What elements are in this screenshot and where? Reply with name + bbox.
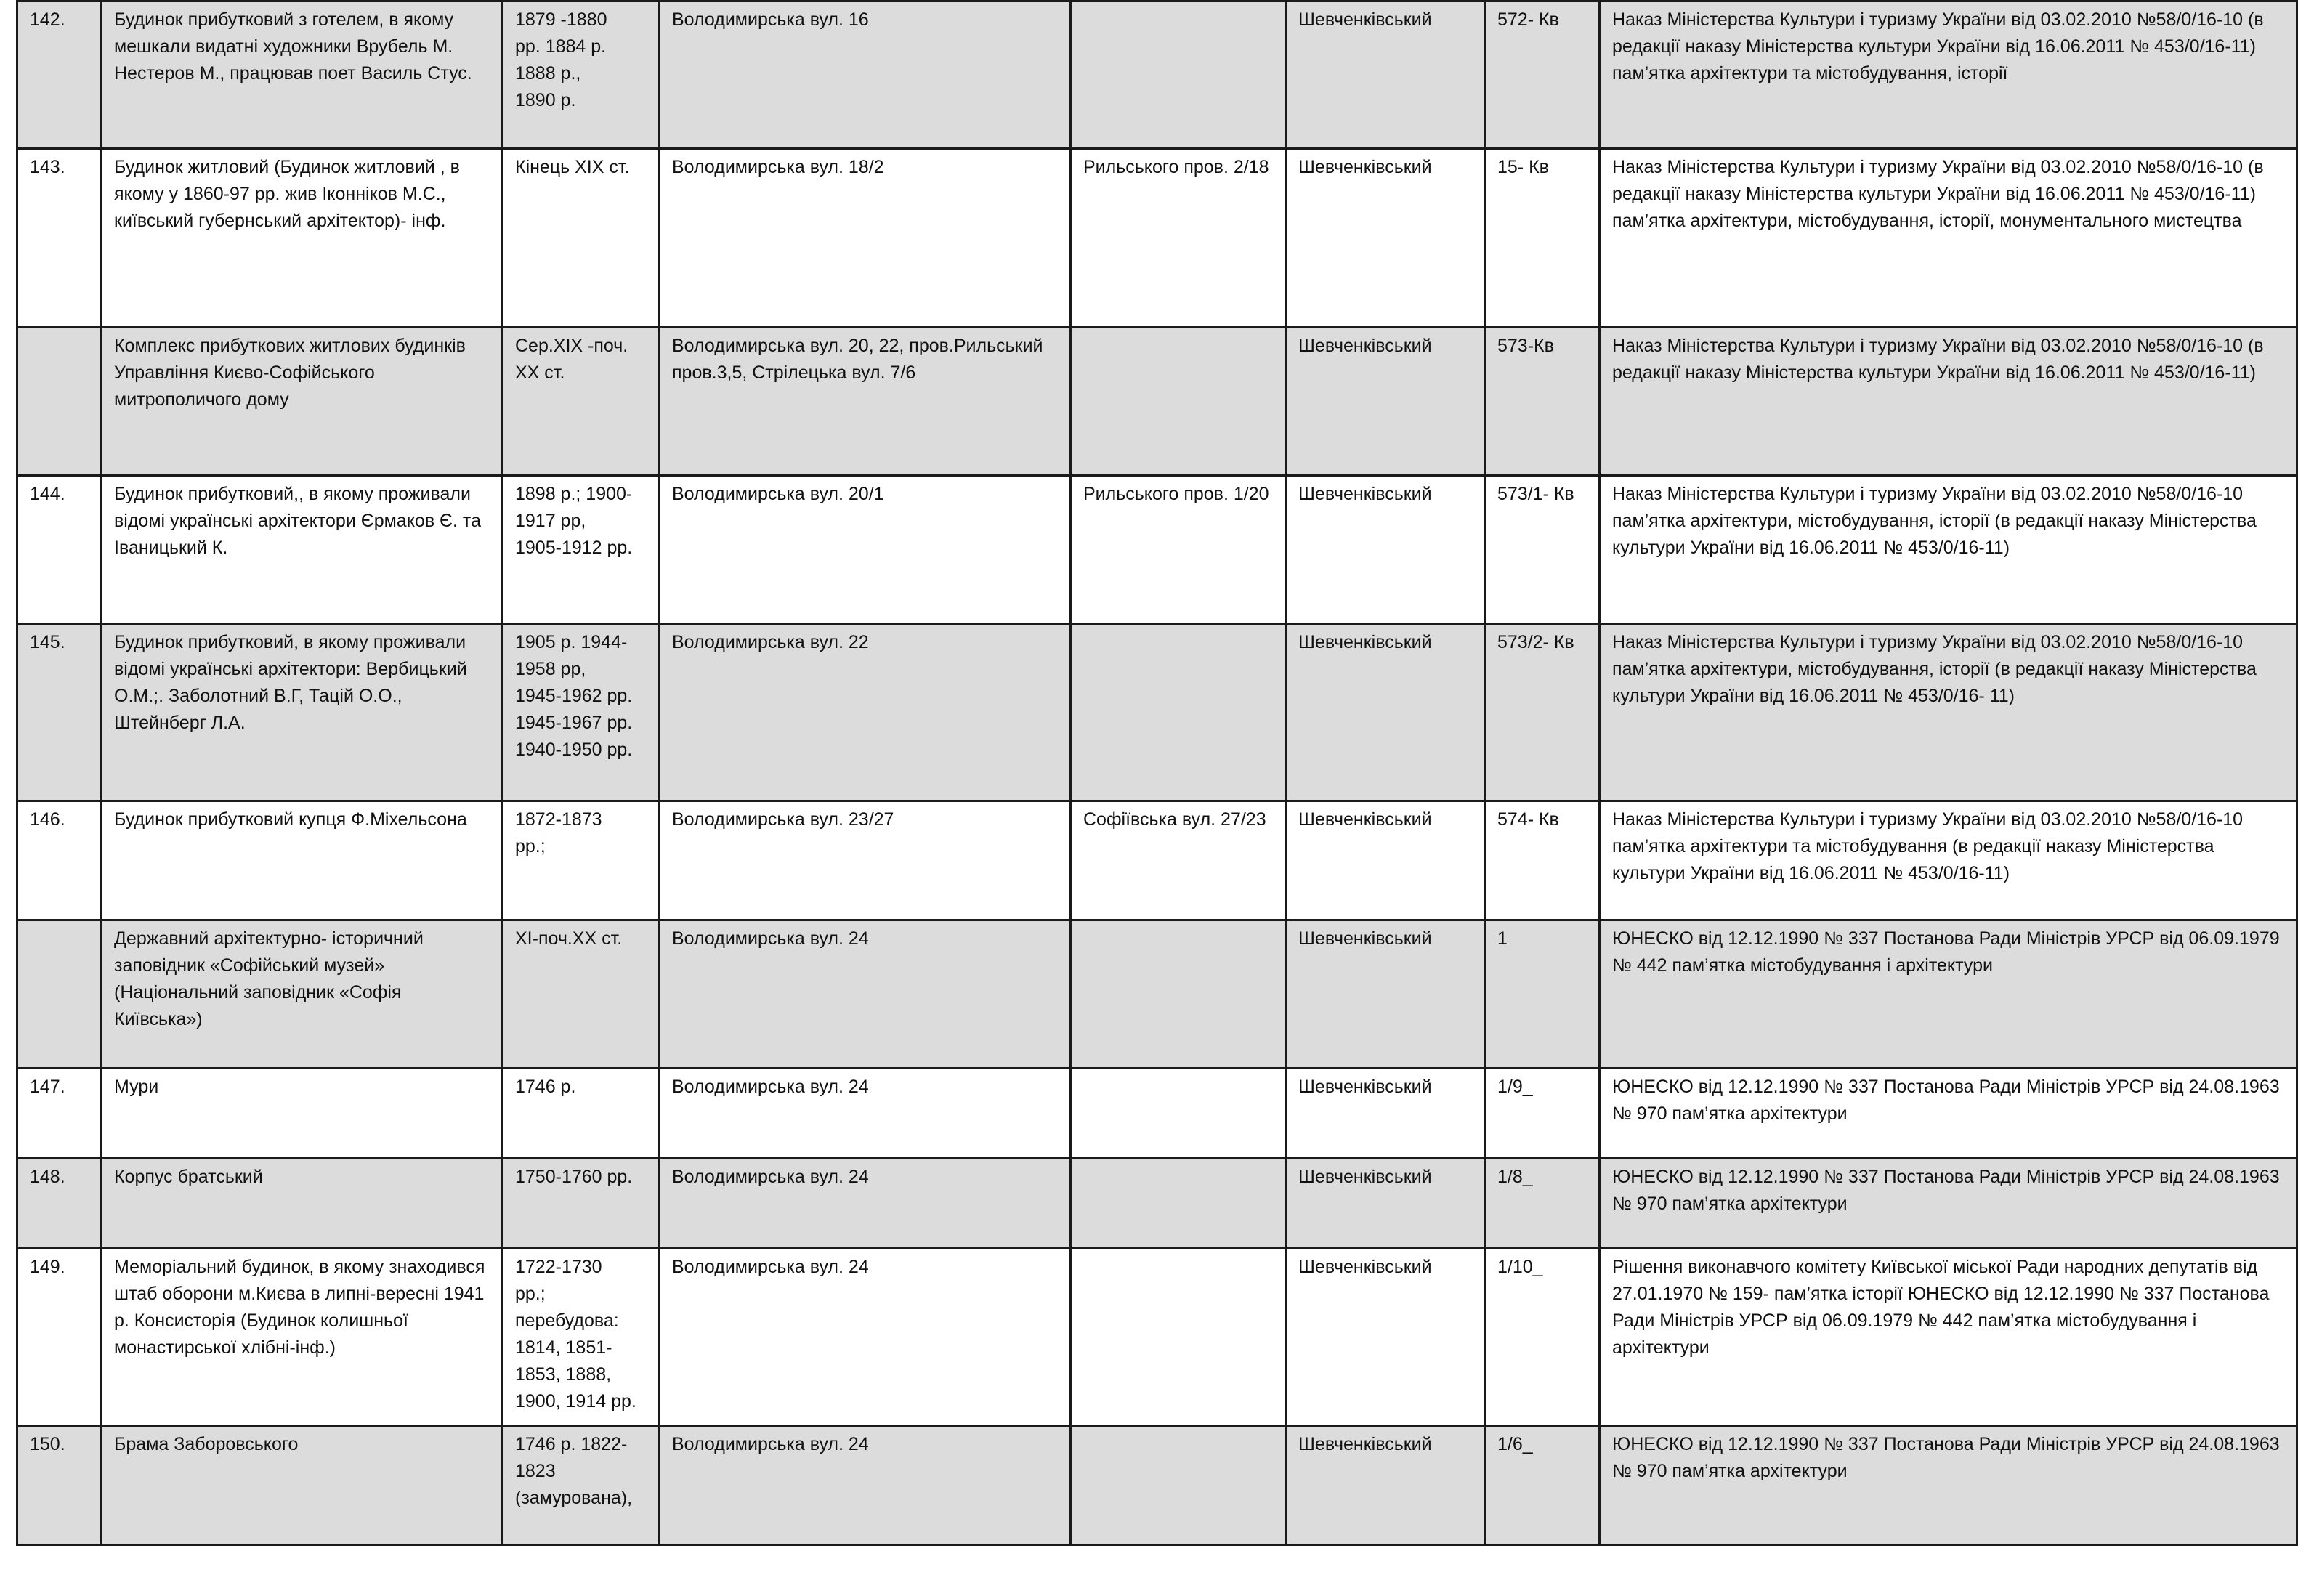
table-row: [17, 920, 2297, 1069]
object-address-alt: Рильського пров. 1/20: [1071, 476, 1286, 624]
object-date: 1746 р.: [503, 1069, 660, 1159]
object-district: Шевченківський: [1286, 1249, 1485, 1426]
object-date: 1879 -1880 рр. 1884 р. 1888 р., 1890 р.: [503, 1, 660, 149]
legal-document: Наказ Міністерства Культури і туризму України від 03.02.2010 №58/0/16-10 (в редакції наказу Міністерства культури України від 16.06.2011 № 453/0/16-11) пам’ятка архітектури та містобудування, історії: [1600, 1, 2297, 149]
row-number: 147.: [17, 1069, 102, 1159]
object-name: Комплекс прибуткових житлових будинків Управління Києво-Софійського митрополичого дому: [102, 328, 503, 476]
legal-document: Наказ Міністерства Культури і туризму України від 03.02.2010 №58/0/16-10 пам’ятка архітектури, містобудування, історії (в редакції наказу Міністерства культури України від 16.06.2011 № 453/0/16-11): [1600, 476, 2297, 624]
object-date: Кінець ХІХ ст.: [503, 149, 660, 328]
table-row: [17, 1, 2297, 149]
object-address-alt: Рильського пров. 2/18: [1071, 149, 1286, 328]
row-number: 149.: [17, 1249, 102, 1426]
monuments-table: [16, 0, 2298, 1546]
row-number: 146.: [17, 801, 102, 920]
row-number: 150.: [17, 1426, 102, 1545]
row-number: 142.: [17, 1, 102, 149]
object-name: Будинок прибутковий з готелем, в якому мешкали видатні художники Врубель М. Нестеров М., працював поет Василь Стус.: [102, 1, 503, 149]
object-address-alt: Софіївська вул. 27/23: [1071, 801, 1286, 920]
object-address: Володимирська вул. 22: [660, 624, 1071, 801]
object-date: Сер.ХІХ -поч. ХХ ст.: [503, 328, 660, 476]
legal-document: ЮНЕСКО від 12.12.1990 № 337 Постанова Ради Міністрів УРСР від 24.08.1963 № 970 пам’ятка архітектури: [1600, 1069, 2297, 1159]
row-number: 148.: [17, 1159, 102, 1249]
legal-document: Наказ Міністерства Культури і туризму України від 03.02.2010 №58/0/16-10 пам’ятка архітектури, містобудування, історії (в редакції наказу Міністерства культури України від 16.06.2011 № 453/0/16- 11): [1600, 624, 2297, 801]
legal-document: ЮНЕСКО від 12.12.1990 № 337 Постанова Ради Міністрів УРСР від 24.08.1963 № 970 пам’ятка архітектури: [1600, 1159, 2297, 1249]
row-number: [17, 920, 102, 1069]
object-address: Володимирська вул. 24: [660, 920, 1071, 1069]
table-row: [17, 328, 2297, 476]
registry-number: 1/8_: [1485, 1159, 1600, 1249]
object-address-alt: [1071, 1249, 1286, 1426]
registry-number: 15- Кв: [1485, 149, 1600, 328]
table-body: [17, 1, 2297, 1545]
object-address-alt: [1071, 624, 1286, 801]
object-address: Володимирська вул. 16: [660, 1, 1071, 149]
registry-number: 1/10_: [1485, 1249, 1600, 1426]
object-address-alt: [1071, 1, 1286, 149]
document-page: [16, 0, 2296, 1562]
legal-document: ЮНЕСКО від 12.12.1990 № 337 Постанова Ради Міністрів УРСР від 24.08.1963 № 970 пам’ятка архітектури: [1600, 1426, 2297, 1545]
registry-number: 573/1- Кв: [1485, 476, 1600, 624]
object-address-alt: [1071, 1159, 1286, 1249]
object-district: Шевченківський: [1286, 476, 1485, 624]
row-number: 143.: [17, 149, 102, 328]
object-date: 1905 р. 1944- 1958 рр, 1945-1962 рр. 1945-1967 рр. 1940-1950 рр.: [503, 624, 660, 801]
object-date: 1722-1730 рр.; перебудова: 1814, 1851- 1853, 1888, 1900, 1914 рр.: [503, 1249, 660, 1426]
object-address: Володимирська вул. 24: [660, 1426, 1071, 1545]
table-row: [17, 149, 2297, 328]
object-name: Корпус братський: [102, 1159, 503, 1249]
object-address: Володимирська вул. 23/27: [660, 801, 1071, 920]
object-address: Володимирська вул. 20/1: [660, 476, 1071, 624]
object-district: Шевченківський: [1286, 920, 1485, 1069]
row-number: 144.: [17, 476, 102, 624]
registry-number: 573-Кв: [1485, 328, 1600, 476]
object-address-alt: [1071, 920, 1286, 1069]
table-row: [17, 1159, 2297, 1249]
table-row: [17, 624, 2297, 801]
object-district: Шевченківський: [1286, 1, 1485, 149]
row-number: 145.: [17, 624, 102, 801]
object-address: Володимирська вул. 24: [660, 1249, 1071, 1426]
object-name: Брама Заборовського: [102, 1426, 503, 1545]
object-name: Будинок житловий (Будинок житловий , в якому у 1860-97 рр. жив Іконніков М.С., київський губернський архітектор)- інф.: [102, 149, 503, 328]
legal-document: ЮНЕСКО від 12.12.1990 № 337 Постанова Ради Міністрів УРСР від 06.09.1979 № 442 пам’ятка містобудування і архітектури: [1600, 920, 2297, 1069]
table-row: [17, 476, 2297, 624]
object-date: 1872-1873 рр.;: [503, 801, 660, 920]
object-address: Володимирська вул. 24: [660, 1069, 1071, 1159]
object-name: Меморіальний будинок, в якому знаходився штаб оборони м.Києва в липні-вересні 1941 р. Консисторія (Будинок колишньої монастирської хлібні-інф.): [102, 1249, 503, 1426]
object-name: Будинок прибутковий купця Ф.Міхельсона: [102, 801, 503, 920]
object-address-alt: [1071, 328, 1286, 476]
object-name: Державний архітектурно- історичний заповідник «Софійський музей» (Національний заповідник «Софія Київська»): [102, 920, 503, 1069]
table-row: [17, 1069, 2297, 1159]
legal-document: Рішення виконавчого комітету Київської міської Ради народних депутатів від 27.01.1970 № 159- пам’ятка історії ЮНЕСКО від 12.12.1990 № 337 Постанова Ради Міністрів УРСР від 06.09.1979 № 442 пам’ятка містобудування і архітектури: [1600, 1249, 2297, 1426]
object-address: Володимирська вул. 18/2: [660, 149, 1071, 328]
legal-document: Наказ Міністерства Культури і туризму України від 03.02.2010 №58/0/16-10 пам’ятка архітектури та містобудування (в редакції наказу Міністерства культури України від 16.06.2011 № 453/0/16-11): [1600, 801, 2297, 920]
registry-number: 572- Кв: [1485, 1, 1600, 149]
object-address-alt: [1071, 1426, 1286, 1545]
object-district: Шевченківський: [1286, 1159, 1485, 1249]
table-row: [17, 801, 2297, 920]
legal-document: Наказ Міністерства Культури і туризму України від 03.02.2010 №58/0/16-10 (в редакції наказу Міністерства культури України від 16.06.2011 № 453/0/16-11): [1600, 328, 2297, 476]
object-district: Шевченківський: [1286, 149, 1485, 328]
registry-number: 1/9_: [1485, 1069, 1600, 1159]
legal-document: Наказ Міністерства Культури і туризму України від 03.02.2010 №58/0/16-10 (в редакції наказу Міністерства культури України від 16.06.2011 № 453/0/16-11) пам’ятка архітектури, містобудування, історії, монументального мистецтва: [1600, 149, 2297, 328]
object-date: 1746 р. 1822- 1823 (замурована),: [503, 1426, 660, 1545]
table-row: [17, 1426, 2297, 1545]
object-district: Шевченківський: [1286, 328, 1485, 476]
object-name: Мури: [102, 1069, 503, 1159]
registry-number: 1: [1485, 920, 1600, 1069]
object-name: Будинок прибутковий,, в якому проживали відомі українські архітектори Єрмаков Є. та Іваницький К.: [102, 476, 503, 624]
object-address: Володимирська вул. 20, 22, пров.Рильський пров.3,5, Стрілецька вул. 7/6: [660, 328, 1071, 476]
object-date: 1750-1760 рр.: [503, 1159, 660, 1249]
object-date: ХІ-поч.ХХ ст.: [503, 920, 660, 1069]
object-name: Будинок прибутковий, в якому проживали відомі українські архітектори: Вербицький О.М.;. Заболотний В.Г, Тацій О.О., Штейнберг Л.А.: [102, 624, 503, 801]
row-number: [17, 328, 102, 476]
registry-number: 1/6_: [1485, 1426, 1600, 1545]
object-district: Шевченківський: [1286, 801, 1485, 920]
object-district: Шевченківський: [1286, 1426, 1485, 1545]
object-district: Шевченківський: [1286, 1069, 1485, 1159]
registry-number: 573/2- Кв: [1485, 624, 1600, 801]
object-address-alt: [1071, 1069, 1286, 1159]
object-address: Володимирська вул. 24: [660, 1159, 1071, 1249]
registry-number: 574- Кв: [1485, 801, 1600, 920]
table-row: [17, 1249, 2297, 1426]
object-district: Шевченківський: [1286, 624, 1485, 801]
object-date: 1898 р.; 1900- 1917 рр, 1905-1912 рр.: [503, 476, 660, 624]
